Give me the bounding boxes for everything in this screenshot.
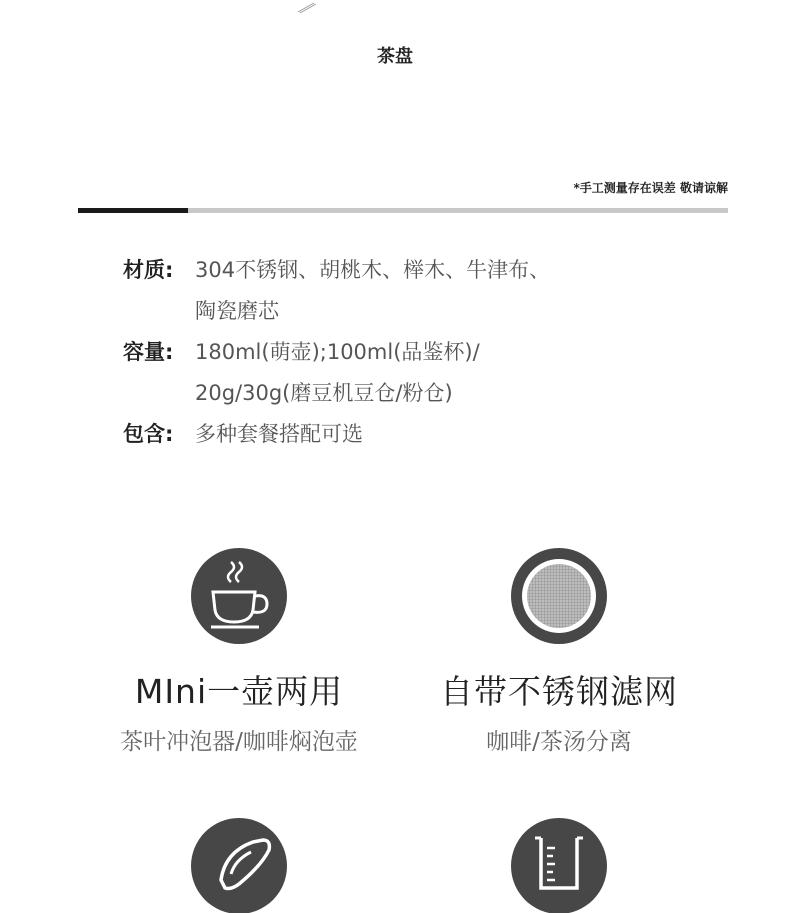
spec-capacity-value: 180ml(萌壶);100ml(品鉴杯)/ xyxy=(195,340,480,364)
spec-material xyxy=(123,250,550,332)
feature-subtitle: 咖啡/茶汤分离 xyxy=(486,729,632,755)
coffee-cup-icon xyxy=(191,548,287,644)
spec-material-value: 304不锈钢、胡桃木、榉木、牛津布、 xyxy=(195,258,551,282)
feature-subtitle: 茶叶冲泡器/咖啡焖泡壶 xyxy=(120,729,358,755)
spec-includes-value: 多种套餐搭配可选 xyxy=(195,422,363,446)
feature-title: MIni一壶两用 xyxy=(134,672,344,711)
measuring-cup-icon xyxy=(511,818,607,913)
caption-tea-tray: 茶盘 xyxy=(377,46,413,67)
spec-capacity-value-cont: 20g/30g(磨豆机豆仓/粉仓) xyxy=(195,381,453,405)
feature-steel-filter xyxy=(409,548,709,756)
spec-includes-label: 包含: xyxy=(123,422,174,446)
spout-icon xyxy=(191,818,287,913)
spec-includes xyxy=(123,414,363,455)
mesh-filter-icon xyxy=(511,548,607,644)
top-illustration-fragment xyxy=(296,0,326,14)
spec-material-value-cont: 陶瓷磨芯 xyxy=(195,299,279,323)
measurement-disclaimer: *手工测量存在误差 敬请谅解 xyxy=(573,181,728,195)
feature-mini-dual-use xyxy=(89,548,389,756)
divider-dark xyxy=(78,208,188,213)
spec-capacity-label: 容量: xyxy=(123,340,174,364)
feature-title: 自带不锈钢滤网 xyxy=(440,672,678,711)
spec-capacity xyxy=(123,332,480,414)
spec-material-label: 材质: xyxy=(123,258,174,282)
